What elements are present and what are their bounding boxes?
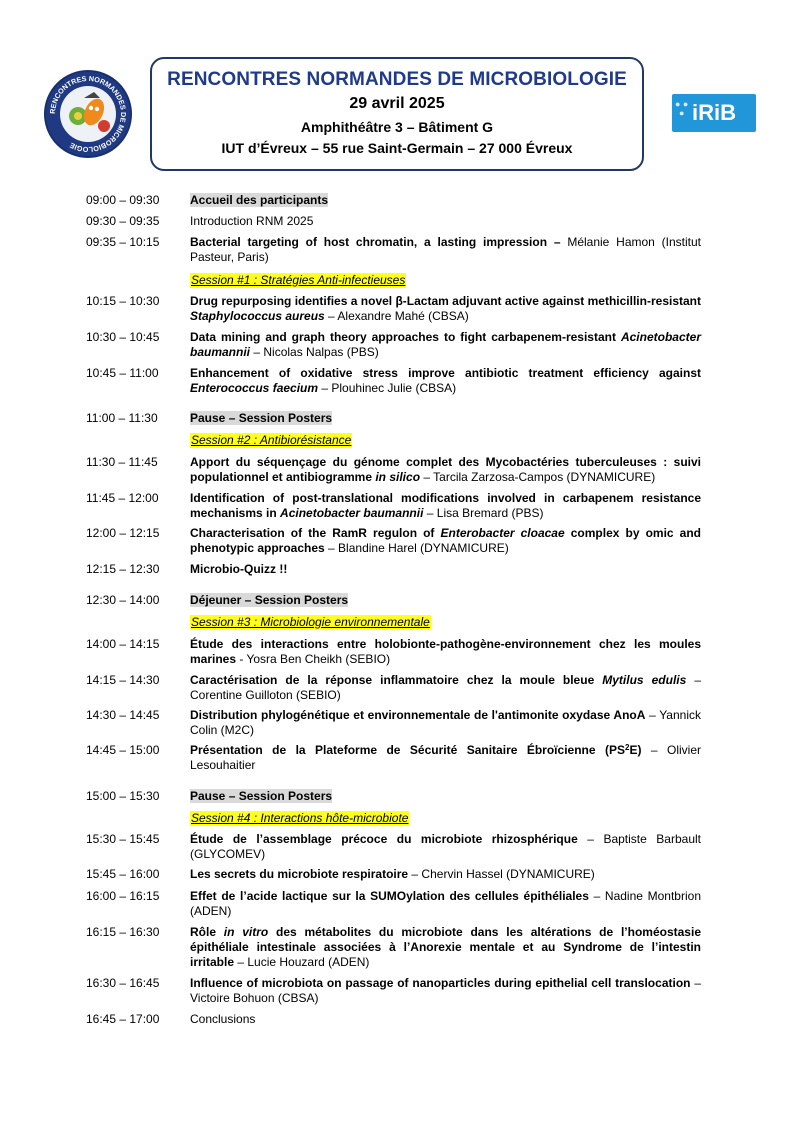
talk-title-italic: Acinetobacter baumannii — [280, 506, 424, 520]
session-heading: Session #3 : Microbiologie environnementale — [191, 615, 430, 629]
entry-label: Pause – Session Posters — [190, 789, 333, 803]
entry-time: 09:00 – 09:30 — [86, 193, 160, 207]
talk-title-end: complex by omic and phenotypic approaches — [190, 526, 702, 555]
talk-speaker: – Blandine Harel (DYNAMICURE) — [324, 541, 509, 555]
entry-time: 15:30 – 15:45 — [86, 832, 160, 846]
irib-logo — [672, 94, 756, 132]
talk-speaker: – Yannick Colin (M2C) — [190, 708, 701, 737]
talk-title: Enhancement of oxidative stress improve antibiotic treatment efficiency against — [190, 366, 701, 380]
entry-label: Conclusions — [190, 1012, 256, 1026]
entry-time: 16:45 – 17:00 — [86, 1012, 160, 1026]
talk-speaker: – Nicolas Nalpas (PBS) — [250, 345, 379, 359]
session-heading: Session #1 : Stratégies Anti-infectieuses — [191, 273, 406, 287]
entry-time: 11:30 – 11:45 — [86, 455, 158, 469]
talk-title-italic: Enterobacter cloacae — [440, 526, 565, 540]
event-title: RENCONTRES NORMANDES DE MICROBIOLOGIE — [167, 69, 627, 90]
talk-speaker: – Lisa Bremard (PBS) — [423, 506, 544, 520]
irib-logo-dots: ● ● ● — [675, 99, 689, 118]
event-address: IUT d’Évreux – 55 rue Saint-Germain – 27 000 Évreux — [221, 140, 573, 156]
event-header — [150, 57, 644, 171]
entry-time: 16:15 – 16:30 — [86, 925, 160, 939]
entry-time: 14:15 – 14:30 — [86, 673, 160, 687]
talk-title: Effet de l’acide lactique sur la SUMOylation des cellules épithéliales — [190, 889, 589, 903]
talk-speaker: – Plouhinec Julie (CBSA) — [318, 381, 457, 395]
talk-title: Identification of post-translational modifications involved in carbapenem resistance mechanisms in — [190, 491, 701, 520]
talk-title: Distribution phylogénétique et environnementale de l'antimonite oxydase AnoA — [190, 708, 646, 722]
talk-title: Les secrets du microbiote respiratoire — [190, 867, 409, 881]
talk-speaker: – Tarcila Zarzosa-Campos (DYNAMICURE) — [420, 470, 656, 484]
entry-label: Microbio-Quizz !! — [190, 562, 288, 576]
entry-time: 11:45 – 12:00 — [86, 491, 159, 505]
entry-time: 16:30 – 16:45 — [86, 976, 160, 990]
talk-title-italic: Enterococcus faecium — [190, 381, 319, 395]
rnm-logo-illustration — [60, 86, 116, 142]
entry-time: 09:35 – 10:15 — [86, 235, 160, 249]
entry-time: 12:00 – 12:15 — [86, 526, 160, 540]
talk-title: Bacterial targeting of host chromatin, a lasting impression – — [190, 235, 561, 249]
talk-speaker: – Olivier Lesouhaitier — [190, 743, 701, 772]
talk-title-italic: in vitro — [223, 925, 269, 939]
talk-title-superscript: 2 — [624, 743, 630, 752]
talk-speaker: – Alexandre Mahé (CBSA) — [324, 309, 469, 323]
entry-time: 15:45 – 16:00 — [86, 867, 160, 881]
entry-time: 16:00 – 16:15 — [86, 889, 160, 903]
irib-logo-text: iRiB — [692, 100, 736, 125]
event-date: 29 avril 2025 — [349, 95, 445, 112]
entry-time: 14:45 – 15:00 — [86, 743, 160, 757]
talk-title-end: E) — [629, 743, 642, 757]
talk-title: Caractérisation de la réponse inflammatoire chez la moule bleue — [190, 673, 603, 687]
talk-speaker: – Victoire Bohuon (CBSA) — [190, 976, 701, 1005]
talk-speaker: – Nadine Montbrion (ADEN) — [190, 889, 701, 918]
talk-speaker: Mélanie Hamon (Institut Pasteur, Paris) — [190, 235, 701, 264]
entry-time: 11:00 – 11:30 — [86, 411, 158, 425]
talk-title: Étude de l’assemblage précoce du microbiote rhizosphérique — [190, 832, 578, 846]
talk-title-end: des métabolites du microbiote dans les altérations de l’homéostasie épithéliale intestinale associées à l’Anorexie mentale et au Syndrome de l’intestin irritable — [190, 925, 701, 969]
entry-label: Introduction RNM 2025 — [190, 214, 314, 228]
talk-speaker: – Baptiste Barbault (GLYCOMEV) — [190, 832, 701, 861]
entry-time: 14:30 – 14:45 — [86, 708, 160, 722]
talk-title-italic: in silico — [375, 470, 421, 484]
entry-time: 10:15 – 10:30 — [86, 294, 160, 308]
entry-time: 09:30 – 09:35 — [86, 214, 160, 228]
entry-label: Pause – Session Posters — [190, 411, 333, 425]
entry-label: Déjeuner – Session Posters — [190, 593, 349, 607]
talk-title: Rôle — [190, 925, 224, 939]
talk-title: Characterisation of the RamR regulon of — [190, 526, 441, 540]
event-venue: Amphithéâtre 3 – Bâtiment G — [300, 119, 494, 135]
talk-speaker: – Chervin Hassel (DYNAMICURE) — [408, 867, 595, 881]
entry-time: 10:45 – 11:00 — [86, 366, 159, 380]
entry-time: 15:00 – 15:30 — [86, 789, 160, 803]
talk-speaker: - Yosra Ben Cheikh (SEBIO) — [236, 652, 391, 666]
entry-time: 14:00 – 14:15 — [86, 637, 160, 651]
talk-title: Data mining and graph theory approaches to fight carbapenem-resistant — [190, 330, 621, 344]
rnm-logo-ring-text: RENCONTRES NORMANDES DE MICROBIOLOGIE — [47, 73, 129, 155]
talk-speaker: – Corentine Guilloton (SEBIO) — [190, 673, 701, 702]
talk-title-italic: Acinetobacter baumannii — [190, 330, 701, 359]
rnm-logo — [44, 70, 132, 158]
talk-speaker: – Lucie Houzard (ADEN) — [234, 955, 370, 969]
session-heading: Session #2 : Antibiorésistance — [191, 433, 352, 447]
entry-time: 12:15 – 12:30 — [86, 562, 160, 576]
talk-title: Présentation de la Plateforme de Sécurité Sanitaire Ébroïcienne (PS — [190, 743, 625, 757]
entry-time: 10:30 – 10:45 — [86, 330, 160, 344]
talk-title: Drug repurposing identifies a novel β-Lactam adjuvant active against methicillin-resistant — [190, 294, 701, 308]
entry-label: Accueil des participants — [190, 193, 329, 207]
entry-time: 12:30 – 14:00 — [86, 593, 160, 607]
talk-title: Influence of microbiota on passage of nanoparticles during epithelial cell translocation — [190, 976, 691, 990]
session-heading: Session #4 : Interactions hôte-microbiote — [191, 811, 409, 825]
talk-title-italic: Staphylococcus aureus — [190, 309, 325, 323]
talk-title: Étude des interactions entre holobionte-pathogène-environnement chez les moules marines — [190, 637, 701, 666]
talk-title-italic: Mytilus edulis — [602, 673, 687, 687]
talk-title: Apport du séquençage du génome complet des Mycobactéries tuberculeuses : suivi populationnel et antibiogramme — [190, 455, 701, 484]
